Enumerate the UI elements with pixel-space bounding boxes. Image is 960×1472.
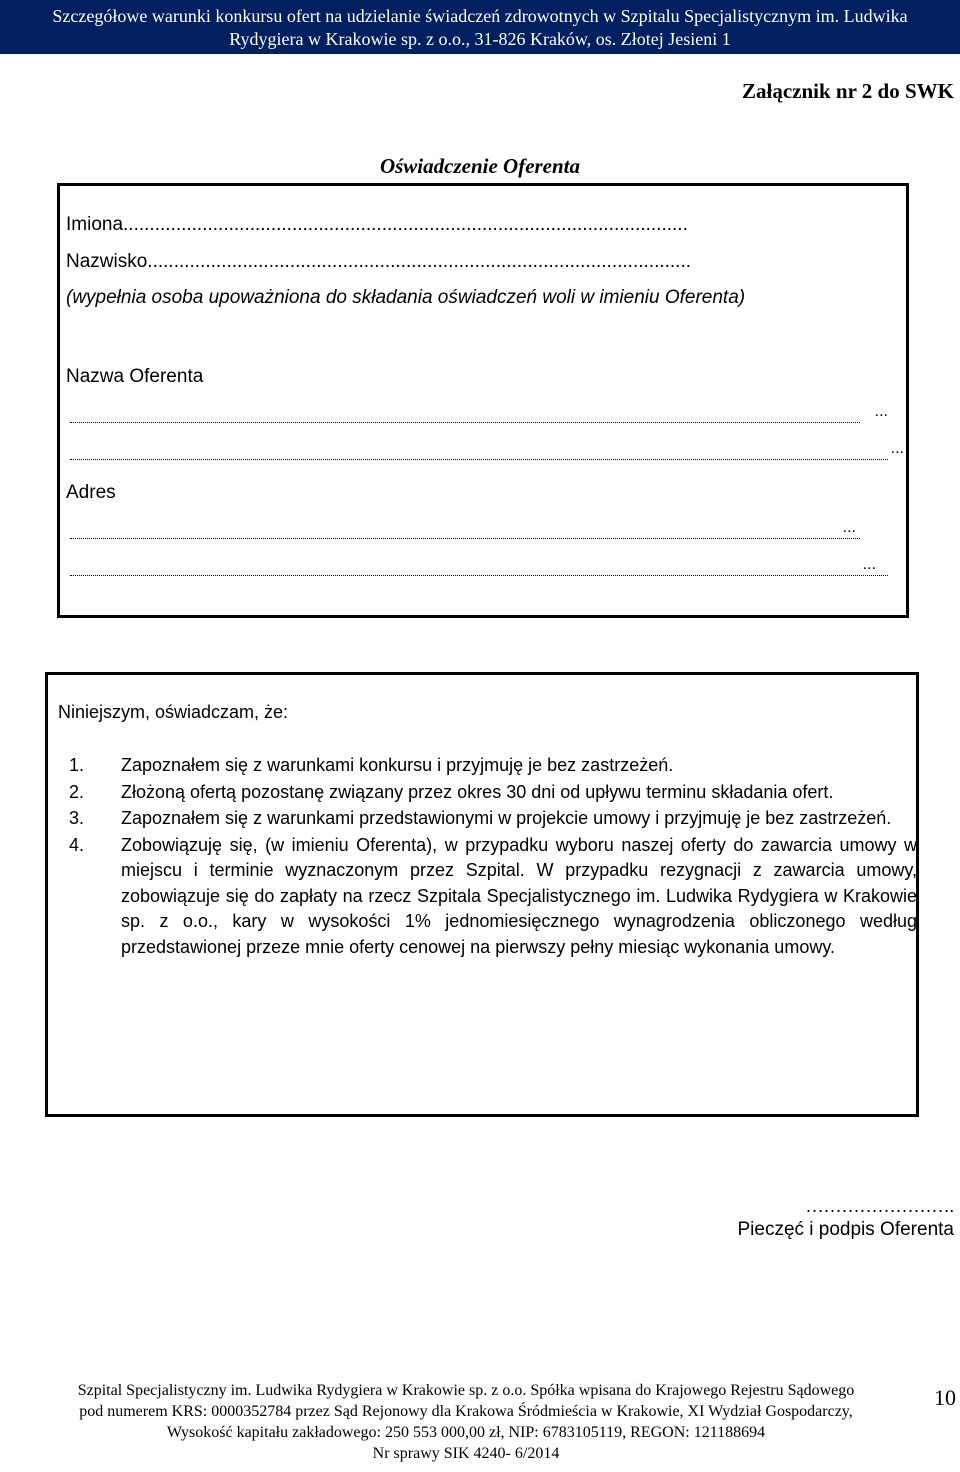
declaration-item	[69, 780, 917, 806]
address-line-2-end: ...	[862, 556, 876, 573]
company-name-line-1[interactable]	[70, 422, 860, 423]
address-label: Adres	[66, 482, 116, 503]
company-name-label: Nazwa Oferenta	[66, 366, 204, 387]
declaration-item	[69, 833, 917, 961]
page-number: 10	[934, 1385, 956, 1410]
signature-line[interactable]: …………………….	[805, 1196, 954, 1216]
first-name-field[interactable]: Imiona...........................................................................................................	[66, 214, 688, 235]
document-header	[0, 0, 960, 54]
declaration-list	[69, 753, 917, 961]
field-note: (wypełnia osoba upoważniona do składania oświadczeń woli w imieniu Oferenta)	[66, 287, 746, 308]
item-text: Zapoznałem się z warunkami konkursu i przyjmuję je bez zastrzeżeń.	[121, 755, 674, 775]
declaration-box	[45, 672, 919, 1117]
address-line-2[interactable]	[70, 575, 888, 576]
header-line-2: Rydygiera w Krakowie sp. z o.o., 31-826 Kraków, os. Złotej Jesieni 1	[229, 29, 731, 49]
footer-line-4: Nr sprawy SIK 4240- 6/2014	[372, 1445, 560, 1462]
item-text: Zobowiązuję się, (w imieniu Oferenta), w przypadku wyboru naszej oferty do zawarcia umowy w miejscu i terminie wyznaczonym przez Szpital. W przypadku rezygnacji z zawarcia umowy, zobowiązuje się do zapłaty na rzecz Szpitala Specjalistycznego im. Ludwika Rydygiera w Krakowie sp. z o.o., kary w wysokości 1% jednomiesięcznego wynagrodzenia obliczonego według przedstawionej przeze mnie oferty cenowej na pierwszy pełny miesiąc wykonania umowy.	[121, 834, 917, 957]
document-title: Oświadczenie Oferenta	[379, 154, 581, 178]
last-name-field[interactable]: Nazwisko.......................................................................................................	[66, 251, 692, 272]
item-text: Złożoną ofertą pozostanę związany przez okres 30 dni od upływu terminu składania ofert.	[121, 781, 834, 802]
company-name-line-2-end: ...	[890, 440, 904, 457]
bidder-info-box	[57, 183, 909, 618]
declaration-intro: Niniejszym, oświadczam, że:	[58, 702, 289, 722]
address-line-1-end: ...	[842, 519, 856, 536]
declaration-item	[69, 753, 917, 779]
footer-line-2: pod numerem KRS: 0000352784 przez Sąd Rejonowy dla Krakowa Śródmieścia w Krakowie, XI Wydział Gospodarczy,	[79, 1403, 853, 1420]
item-number: 2.	[69, 781, 85, 802]
item-number: 4.	[69, 834, 85, 855]
attachment-label: Załącznik nr 2 do SWK	[742, 79, 954, 103]
header-line-1: Szczegółowe warunki konkursu ofert na udzielanie świadczeń zdrowotnych w Szpitalu Specjalistycznym im. Ludwika	[52, 6, 908, 26]
address-line-1[interactable]	[70, 538, 860, 539]
footer-line-3: Wysokość kapitału zakładowego: 250 553 000,00 zł, NIP: 6783105119, REGON: 121188694	[166, 1424, 766, 1441]
signature-label: Pieczęć i podpis Oferenta	[737, 1219, 954, 1240]
document-footer	[0, 1380, 932, 1464]
company-name-line-1-end: ...	[874, 403, 888, 420]
company-name-line-2[interactable]	[70, 459, 888, 460]
item-number: 1.	[69, 755, 85, 775]
item-number: 3.	[69, 808, 85, 828]
item-text: Zapoznałem się z warunkami przedstawionymi w projekcie umowy i przyjmuję je bez zastrzeżeń.	[121, 808, 892, 828]
declaration-item	[69, 806, 917, 832]
footer-line-1: Szpital Specjalistyczny im. Ludwika Rydygiera w Krakowie sp. z o.o. Spółka wpisana do Krajowego Rejestru Sądowego	[77, 1382, 855, 1399]
